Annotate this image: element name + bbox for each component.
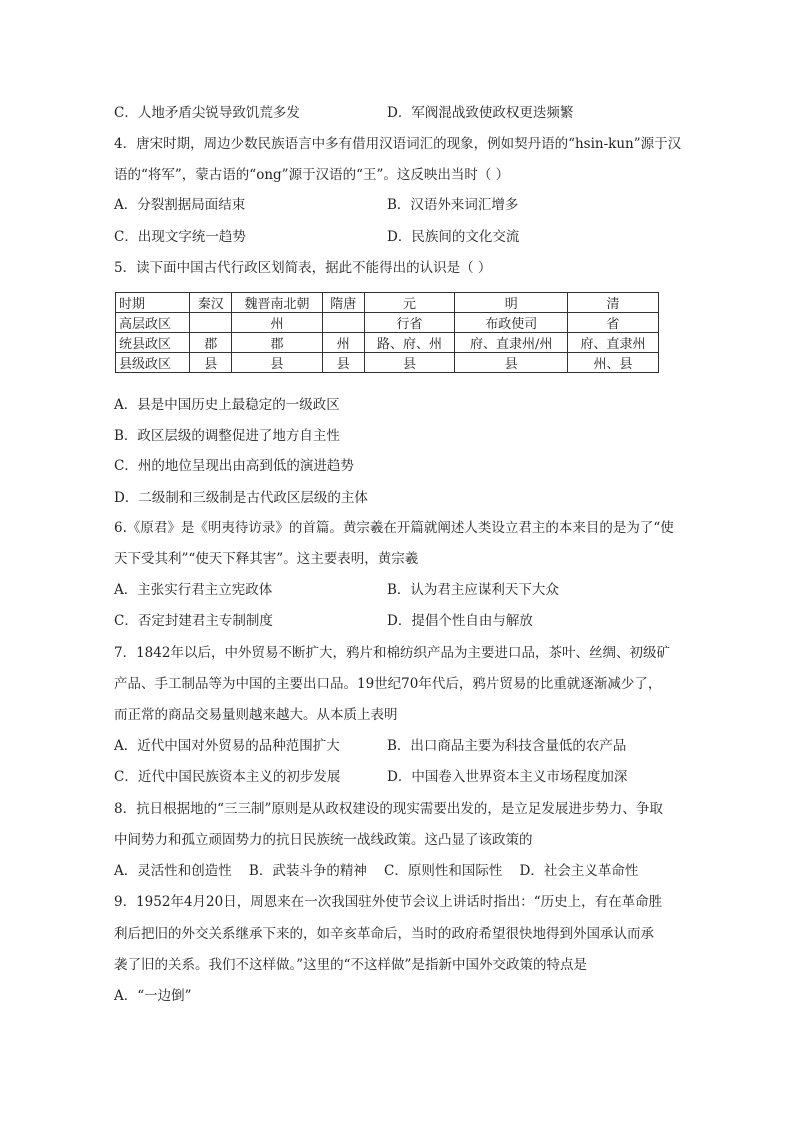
q9-stem-line-1: 9．1952年4月20日，周恩来在一次我国驻外使节会议上讲话时指出：“历史上，有在革命胜 — [114, 894, 663, 910]
table-cell: 州、县 — [568, 353, 659, 373]
q7-stem-line-3: 而正常的商品交易量则越来越大。从本质上表明 — [114, 707, 398, 723]
q8-options: A．灵活性和创造性 B．武装斗争的精神 C．原则性和国际性 D．社会主义革命性 — [114, 863, 639, 879]
q7-option-d: D．中国卷入世界资本主义市场程度加深 — [387, 769, 628, 785]
q6-option-a: A．主张实行君主立宪政体 — [114, 582, 273, 598]
q5-stem: 5．读下面中国古代行政区划简表，据此不能得出的认识是（ ） — [114, 260, 492, 276]
q6-option-b: B．认为君主应谋利天下大众 — [387, 582, 559, 598]
table-cell: 府、直隶州/州 — [455, 333, 568, 353]
table-cell: 县 — [190, 353, 232, 373]
q6-stem-line-2: 天下受其利”“使天下释其害”。这主要表明，黄宗羲 — [114, 551, 419, 567]
table-cell: 路、府、州 — [364, 333, 455, 353]
q3-option-d: D．军阀混战致使政权更迭频繁 — [387, 105, 574, 121]
table-cell: 元 — [364, 293, 455, 313]
q3-option-c: C．人地矛盾尖锐导致饥荒多发 — [114, 105, 300, 121]
table-cell: 时期 — [116, 293, 190, 313]
q5-option-a: A．县是中国历史上最稳定的一级政区 — [114, 397, 340, 413]
q7-option-c: C．近代中国民族资本主义的初步发展 — [114, 769, 341, 785]
table-row — [116, 333, 659, 353]
table-cell: 布政使司 — [455, 313, 568, 333]
q8-stem-line-2: 中间势力和孤立顽固势力的抗日民族统一战线政策。这凸显了该政策的 — [114, 832, 533, 848]
q4-option-b: B．汉语外来词汇增多 — [387, 197, 519, 213]
q7-option-a: A．近代中国对外贸易的品种范围扩大 — [114, 738, 340, 754]
q7-stem-line-2: 产品、手工制品等为中国的主要出口品。19世纪70年代后，鸦片贸易的比重就逐渐减少了， — [114, 676, 662, 692]
table-cell: 府、直隶州 — [568, 333, 659, 353]
q7-stem-line-1: 7．1842年以后，中外贸易不断扩大，鸦片和棉纺织产品为主要进口品，茶叶、丝绸、初级矿 — [114, 645, 670, 661]
table-cell: 统县政区 — [116, 333, 190, 353]
table-cell: 隋唐 — [322, 293, 364, 313]
q7-option-b: B．出口商品主要为科技含量低的农产品 — [387, 738, 627, 754]
table-header-row — [116, 293, 659, 313]
q5-option-c: C．州的地位呈现出由高到低的演进趋势 — [114, 458, 354, 474]
q4-stem-line-1: 4．唐宋时期，周边少数民族语言中多有借用汉语词汇的现象，例如契丹语的“hsin-kun”源于汉 — [114, 136, 682, 152]
table-cell: 高层政区 — [116, 313, 190, 333]
table-row — [116, 313, 659, 333]
table-cell: 清 — [568, 293, 659, 313]
table-cell: 魏晋南北朝 — [232, 293, 323, 313]
table-cell: 行省 — [364, 313, 455, 333]
table-cell: 县 — [455, 353, 568, 373]
table-cell: 县 — [364, 353, 455, 373]
q9-stem-line-2: 利后把旧的外交关系继承下来的，如辛亥革命后，当时的政府希望很快地得到外国承认而承 — [114, 926, 654, 942]
q9-option-a: A．“一边倒” — [114, 988, 192, 1004]
q9-stem-line-3: 袭了旧的关系。我们不这样做。”这里的“不这样做”是指新中国外交政策的特点是 — [114, 957, 587, 973]
admin-division-table — [115, 292, 659, 373]
table-row — [116, 353, 659, 373]
table-cell: 明 — [455, 293, 568, 313]
q6-option-c: C．否定封建君主专制制度 — [114, 613, 273, 629]
table-cell — [322, 313, 364, 333]
table-cell: 县 — [232, 353, 323, 373]
table-cell: 县 — [322, 353, 364, 373]
table-cell: 省 — [568, 313, 659, 333]
table-cell — [190, 313, 232, 333]
table-cell: 郡 — [232, 333, 323, 353]
table-cell: 州 — [232, 313, 323, 333]
table-cell: 郡 — [190, 333, 232, 353]
q5-option-b: B．政区层级的调整促进了地方自主性 — [114, 428, 340, 444]
q6-stem-line-1: 6.《原君》是《明夷待访录》的首篇。黄宗羲在开篇就阐述人类设立君主的本来目的是为了“使 — [114, 520, 674, 536]
q8-stem-line-1: 8．抗日根据地的“三三制”原则是从政权建设的现实需要出发的，是立足发展进步势力、争取 — [114, 801, 663, 817]
q4-option-a: A．分裂割据局面结束 — [114, 197, 246, 213]
q6-option-d: D．提倡个性自由与解放 — [387, 613, 533, 629]
table-cell: 州 — [322, 333, 364, 353]
table-cell: 秦汉 — [190, 293, 232, 313]
table-cell: 县级政区 — [116, 353, 190, 373]
q4-option-d: D．民族间的文化交流 — [387, 229, 520, 245]
q4-option-c: C．出现文字统一趋势 — [114, 229, 246, 245]
q4-stem-line-2: 语的“将军”，蒙古语的“ong”源于汉语的“王”。这反映出当时（ ） — [114, 167, 510, 183]
q5-option-d: D．二级制和三级制是古代政区层级的主体 — [114, 490, 368, 506]
